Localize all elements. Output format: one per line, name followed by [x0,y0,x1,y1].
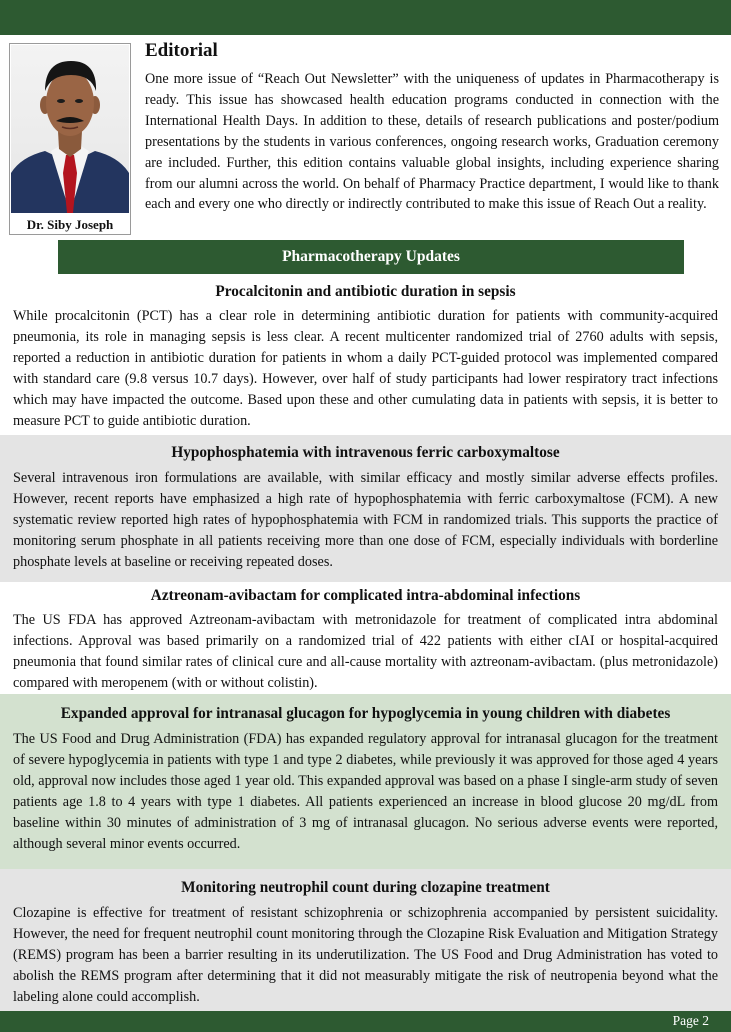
section-body: Several intravenous iron formulations are available, with similar efficacy and mostly similar adverse effects profiles. However, recent reports have emphasized a high rate of hypophosphatemia with ferric carboxymaltose (FCM). A new systematic review reported high rates of hypophosphatemia with FCM in randomized trials. This supports the practice of monitoring serum phosphate in all patients receiving more than one dose of FCM, especially individuals with borderline phosphate levels at baseline or receiving repeated doses. [13,470,718,570]
section-title: Expanded approval for intranasal glucagon for hypoglycemia in young children with diabetes [60,705,671,722]
section-title: Hypophosphatemia with intravenous ferric carboxymaltose [171,444,560,461]
section-title: Procalcitonin and antibiotic duration in sepsis [215,283,516,300]
section-title: Monitoring neutrophil count during clozapine treatment [181,879,550,896]
section-body: Clozapine is effective for treatment of resistant schizophrenia or schizophrenia accompanied by persistent suicidality. However, the need for frequent neutrophil count monitoring through the Clozapine Risk Evaluation and Mitigation Strategy (REMS) program has been a barrier resulting in its underutilization. The US Food and Drug Administration has voted to abolish the REMS program after determining that it did not measurably mitigate the risk of neutropenia beyond what the labeling alone could accomplish. [13,905,718,1005]
top-header-bar [0,0,731,35]
section-title: Aztreonam-avibactam for complicated intra-abdominal infections [150,587,581,604]
author-photo-frame [9,43,131,235]
section-hypophosphatemia [0,435,731,582]
footer-bar [0,1011,731,1032]
section-aztreonam [0,582,731,694]
editorial-title: Editorial [145,40,218,61]
section-body: The US Food and Drug Administration (FDA) has expanded regulatory approval for intranasal glucagon for the treatment of severe hypoglycemia in patients with type 1 and type 2 diabetes, while previously it was approved for those aged 4 years old, approval now includes those aged 1 year old. This expanded approval was based on a phase I single-arm study of seven patients age 1.8 to 4 years with type 1 diabetes. All patients experienced an increase in blood glucose 20 mg/dL from baseline within 30 minutes of administration of 3 mg of intranasal glucagon. No serious adverse events were reported, although several minor events occurred. [13,731,718,852]
pharmacotherapy-updates-banner: Pharmacotherapy Updates [58,240,684,274]
section-body: The US FDA has approved Aztreonam-avibactam with metronidazole for treatment of complicated intra abdominal infections. Approval was based primarily on a randomized trial of 422 patients with either cIAI or hospital-acquired pneumonia that found similar rates of clinical cure and all-cause mortality with aztreonam-avibactam. (plus metronidazole) compared with meropenem (with or without colistin). [13,612,718,691]
author-photo [11,45,129,213]
section-body: While procalcitonin (PCT) has a clear role in determining antibiotic duration for patients with community-acquired pneumonia, its role in managing sepsis is less clear. A recent multicenter randomized trial of 2760 adults with sepsis, reported a reduction in antibiotic duration for patients in whom a daily PCT-guided protocol was implemented compared with standard care (9.8 versus 10.7 days). However, over half of study participants had lower respiratory tract infections which may have impacted the outcome. Based upon these and other cumulating data in patients with sepsis, it is better to measure PCT to guide antibiotic duration. [13,308,718,429]
editorial-body: One more issue of “Reach Out Newsletter” with the uniqueness of updates in Pharmacotherapy is ready. This issue has showcased health education programs conducted in connection with the International Health Days. In addition to these, details of research publications and poster/podium presentations by the students in various conferences, ongoing research works, Graduation ceremony are included. Further, this edition contains valuable global insights, including experience sharing from our alumni across the world. On behalf of Pharmacy Practice department, I would like to thank each and every one who directly or indirectly contributed to make this issue of Reach Out a reality. [145,71,719,213]
section-procalcitonin [0,278,731,435]
section-clozapine [0,869,731,1011]
section-glucagon [0,694,731,869]
author-caption: Dr. Siby Joseph [26,217,114,232]
page-number: Page 2 [672,1013,709,1028]
